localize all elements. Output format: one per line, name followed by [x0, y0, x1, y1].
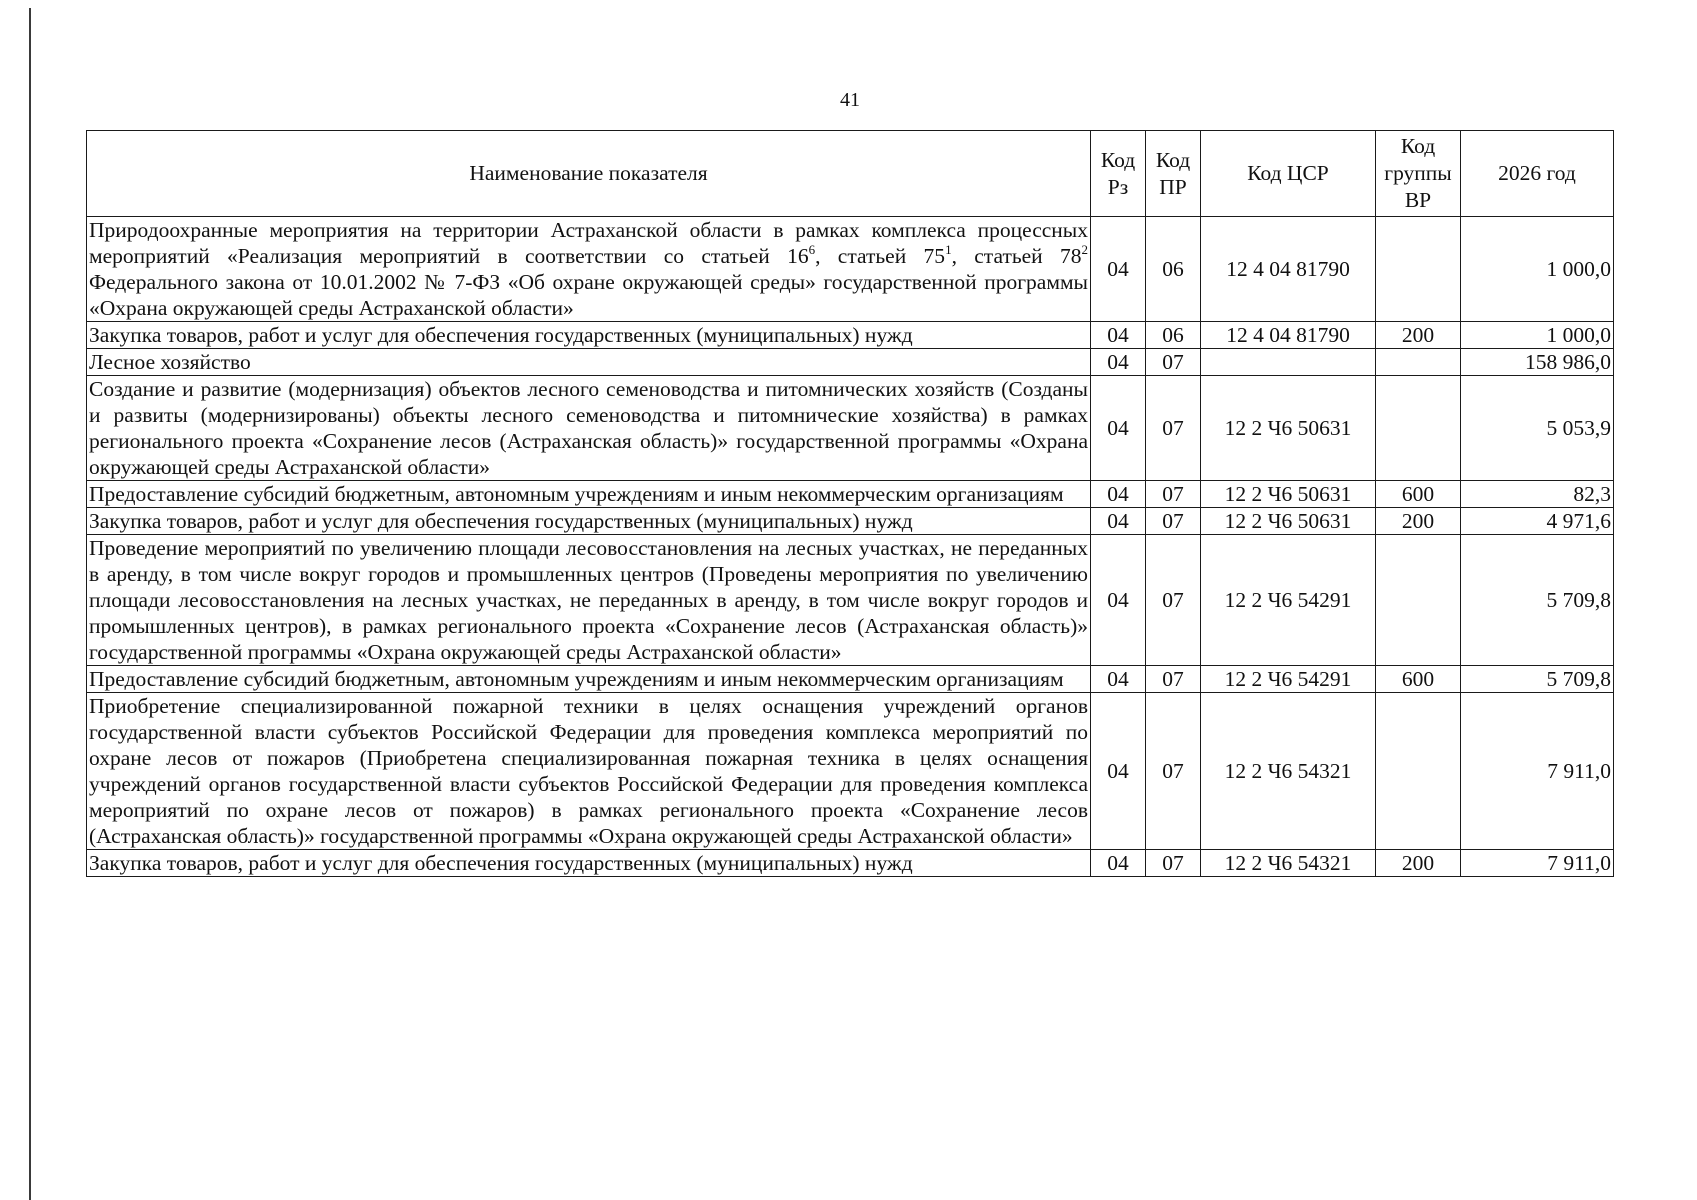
rz-cell: 04 — [1091, 217, 1146, 322]
csr-cell: 12 2 Ч6 50631 — [1201, 376, 1376, 481]
csr-cell: 12 2 Ч6 54321 — [1201, 850, 1376, 877]
amount-cell: 7 911,0 — [1461, 693, 1614, 850]
table-row — [87, 666, 1614, 693]
table-row — [87, 535, 1614, 666]
header-vr: Код группы ВР — [1376, 131, 1461, 217]
vr-cell: 200 — [1376, 508, 1461, 535]
pr-cell: 07 — [1146, 693, 1201, 850]
name-text: Федерального закона от 10.01.2002 № 7-ФЗ «Об охране окружающей среды» государственной программы «Охрана окружающей среды Астраханской области» — [89, 270, 1088, 320]
vr-cell — [1376, 217, 1461, 322]
amount-cell: 7 911,0 — [1461, 850, 1614, 877]
csr-cell: 12 4 04 81790 — [1201, 322, 1376, 349]
table-row — [87, 217, 1614, 322]
amount-cell: 5 709,8 — [1461, 666, 1614, 693]
pr-cell: 07 — [1146, 666, 1201, 693]
pr-cell: 07 — [1146, 481, 1201, 508]
binding-edge-line — [29, 8, 31, 1200]
pr-cell: 06 — [1146, 217, 1201, 322]
vr-cell — [1376, 535, 1461, 666]
header-year: 2026 год — [1461, 131, 1614, 217]
pr-cell: 07 — [1146, 850, 1201, 877]
row-name-cell: Закупка товаров, работ и услуг для обеспечения государственных (муниципальных) нужд — [87, 322, 1091, 349]
rz-cell: 04 — [1091, 666, 1146, 693]
table-row — [87, 349, 1614, 376]
rz-cell: 04 — [1091, 508, 1146, 535]
pr-cell: 06 — [1146, 322, 1201, 349]
rz-cell: 04 — [1091, 481, 1146, 508]
amount-cell: 5 709,8 — [1461, 535, 1614, 666]
name-text: , статьей 75 — [815, 244, 946, 268]
row-name-cell: Предоставление субсидий бюджетным, автономным учреждениям и иным некоммерческим организациям — [87, 481, 1091, 508]
row-name-cell: Приобретение специализированной пожарной техники в целях оснащения учреждений органов государственной власти субъектов Российской Федерации для проведения комплекса мероприятий по охране лесов от пожаров (Приобретена специализированная пожарная техника в целях оснащения учреждений органов государственной власти субъектов Российской Федерации для проведения комплекса мероприятий по охране лесов от пожаров) в рамках регионального проекта «Сохранение лесов (Астраханская область)» государственной программы «Охрана окружающей среды Астраханской области» — [87, 693, 1091, 850]
csr-cell: 12 2 Ч6 50631 — [1201, 508, 1376, 535]
rz-cell: 04 — [1091, 376, 1146, 481]
rz-cell: 04 — [1091, 693, 1146, 850]
row-name-cell: Лесное хозяйство — [87, 349, 1091, 376]
pr-cell: 07 — [1146, 349, 1201, 376]
name-text: , статьей 78 — [951, 244, 1082, 268]
table-row — [87, 322, 1614, 349]
row-name-cell: Закупка товаров, работ и услуг для обеспечения государственных (муниципальных) нужд — [87, 850, 1091, 877]
table-header-row — [87, 131, 1614, 217]
vr-cell — [1376, 376, 1461, 481]
amount-cell: 4 971,6 — [1461, 508, 1614, 535]
vr-cell: 600 — [1376, 481, 1461, 508]
header-csr: Код ЦСР — [1201, 131, 1376, 217]
csr-cell: 12 4 04 81790 — [1201, 217, 1376, 322]
amount-cell: 158 986,0 — [1461, 349, 1614, 376]
amount-cell: 5 053,9 — [1461, 376, 1614, 481]
table-row — [87, 693, 1614, 850]
superscript: 2 — [1081, 242, 1089, 257]
rz-cell: 04 — [1091, 349, 1146, 376]
csr-cell: 12 2 Ч6 50631 — [1201, 481, 1376, 508]
row-name-cell: Создание и развитие (модернизация) объектов лесного семеноводства и питомнических хозяйств (Созданы и развиты (модернизированы) объекты лесного семеноводства и питомнические хозяйства) в рамках регионального проекта «Сохранение лесов (Астраханская область)» государственной программы «Охрана окружающей среды Астраханской области» — [87, 376, 1091, 481]
superscript: 1 — [945, 242, 952, 257]
table-row — [87, 376, 1614, 481]
csr-cell: 12 2 Ч6 54321 — [1201, 693, 1376, 850]
csr-cell: 12 2 Ч6 54291 — [1201, 666, 1376, 693]
table-row — [87, 850, 1614, 877]
rz-cell: 04 — [1091, 535, 1146, 666]
table-row — [87, 481, 1614, 508]
rz-cell: 04 — [1091, 322, 1146, 349]
row-name-cell: Закупка товаров, работ и услуг для обеспечения государственных (муниципальных) нужд — [87, 508, 1091, 535]
vr-cell: 200 — [1376, 322, 1461, 349]
header-rz: Код Рз — [1091, 131, 1146, 217]
superscript: 6 — [808, 242, 816, 257]
vr-cell: 600 — [1376, 666, 1461, 693]
row-name-cell — [87, 217, 1091, 322]
amount-cell: 1 000,0 — [1461, 322, 1614, 349]
pr-cell: 07 — [1146, 376, 1201, 481]
csr-cell: 12 2 Ч6 54291 — [1201, 535, 1376, 666]
vr-cell: 200 — [1376, 850, 1461, 877]
csr-cell — [1201, 349, 1376, 376]
name-text: Природоохранные мероприятия на территории Астраханской области в рамках комплекса процессных мероприятий «Реализация мероприятий в соответствии со статьей 16 — [89, 218, 1088, 268]
rz-cell: 04 — [1091, 850, 1146, 877]
header-pr: Код ПР — [1146, 131, 1201, 217]
table-row — [87, 508, 1614, 535]
pr-cell: 07 — [1146, 508, 1201, 535]
vr-cell — [1376, 693, 1461, 850]
amount-cell: 1 000,0 — [1461, 217, 1614, 322]
header-name: Наименование показателя — [87, 131, 1091, 217]
vr-cell — [1376, 349, 1461, 376]
row-name-cell: Предоставление субсидий бюджетным, автономным учреждениям и иным некоммерческим организациям — [87, 666, 1091, 693]
amount-cell: 82,3 — [1461, 481, 1614, 508]
page-number: 41 — [840, 89, 860, 111]
pr-cell: 07 — [1146, 535, 1201, 666]
budget-table — [86, 130, 1614, 877]
row-name-cell: Проведение мероприятий по увеличению площади лесовосстановления на лесных участках, не переданных в аренду, в том числе вокруг городов и промышленных центров (Проведены мероприятия по увеличению площади лесовосстановления на лесных участках, не переданных в аренду, в том числе вокруг городов и промышленных центров), в рамках регионального проекта «Сохранение лесов (Астраханская область)» государственной программы «Охрана окружающей среды Астраханской области» — [87, 535, 1091, 666]
